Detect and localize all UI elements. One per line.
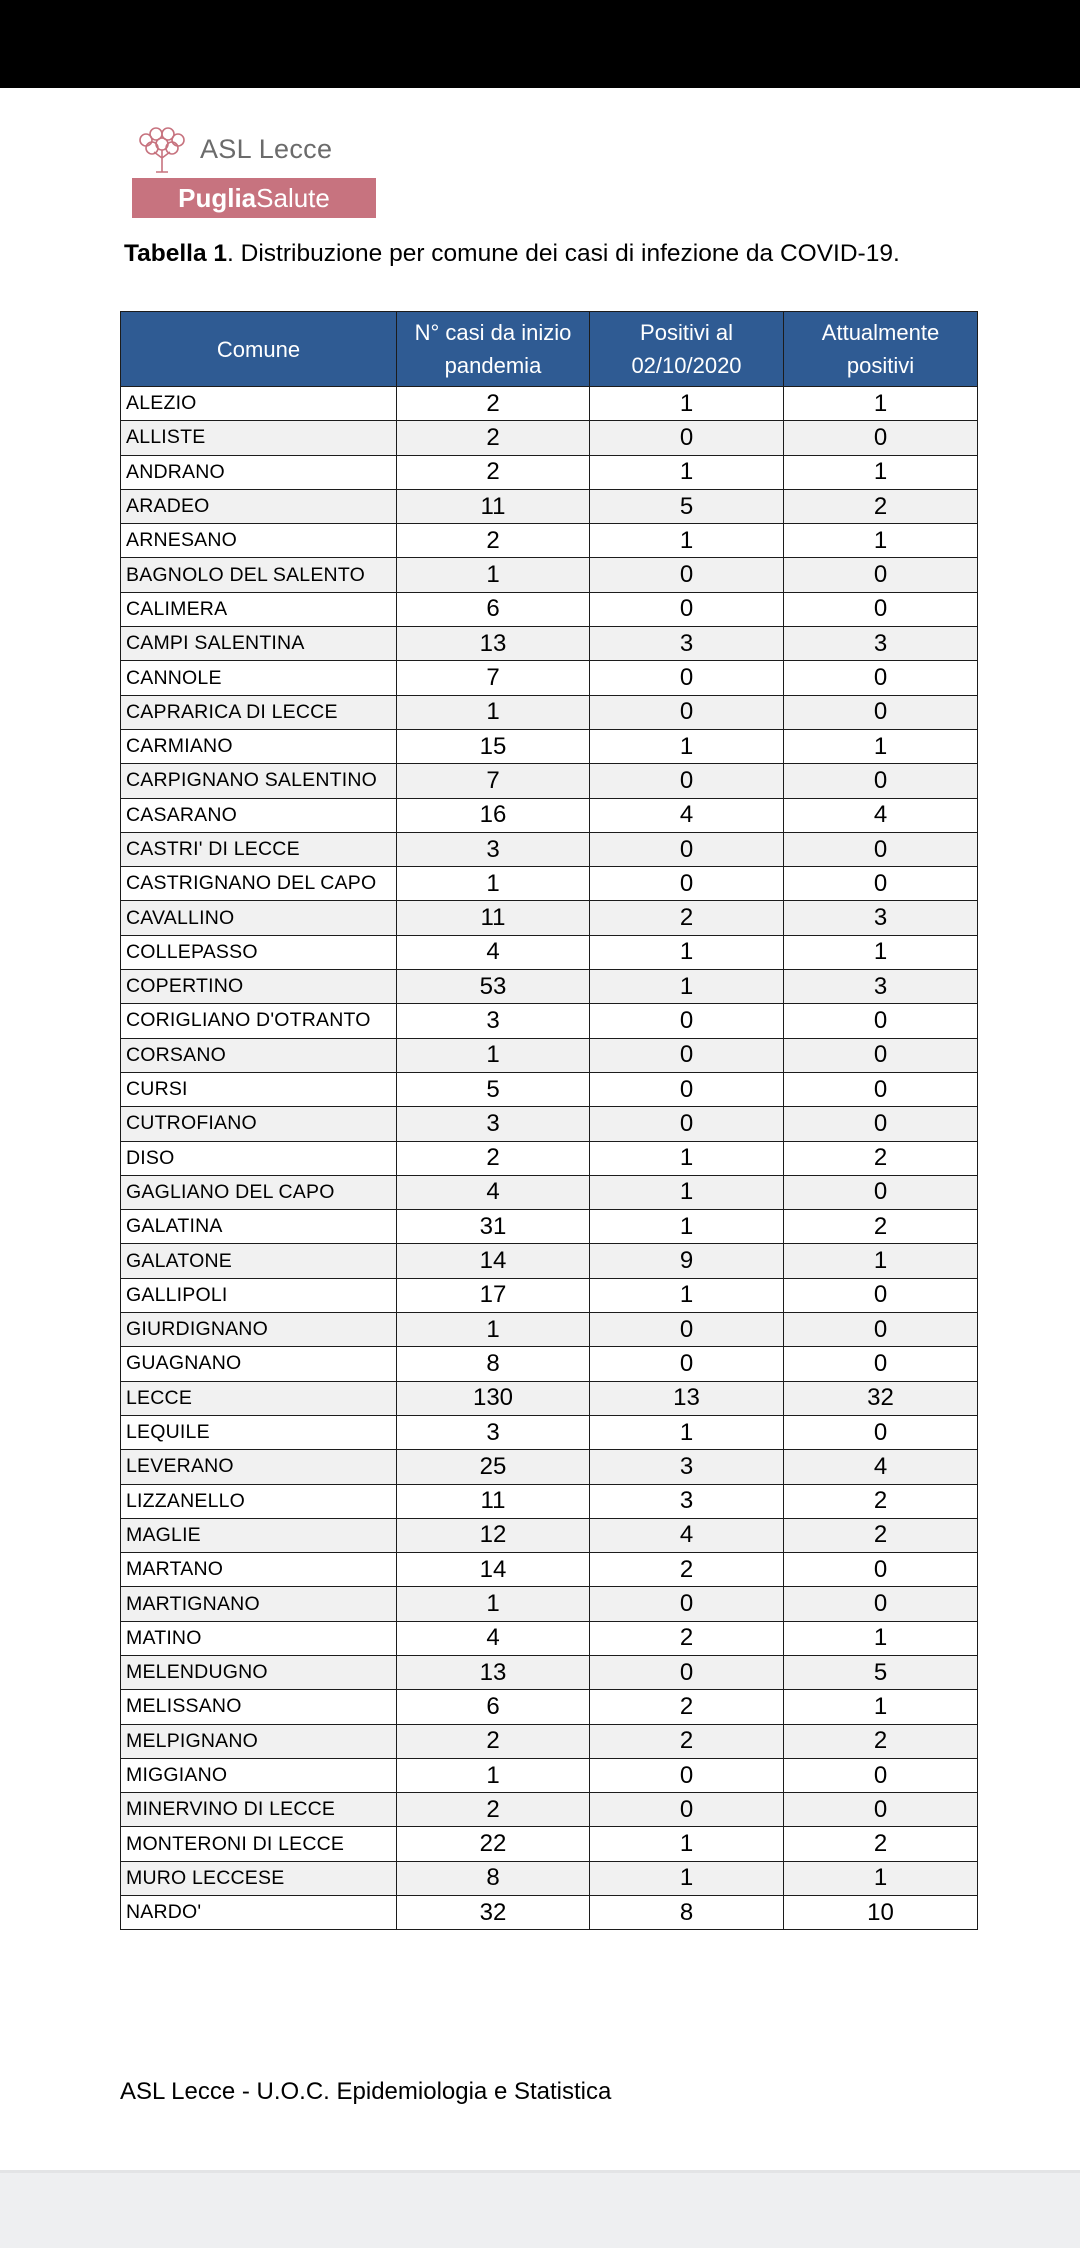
cell-attualmente: 2 bbox=[784, 1484, 978, 1518]
cell-comune: CURSI bbox=[121, 1072, 397, 1106]
cell-casi: 2 bbox=[397, 1724, 590, 1758]
cell-casi: 14 bbox=[397, 1244, 590, 1278]
cell-attualmente: 1 bbox=[784, 524, 978, 558]
cell-casi: 11 bbox=[397, 901, 590, 935]
cell-positivi: 1 bbox=[590, 935, 784, 969]
cell-comune: CUTROFIANO bbox=[121, 1107, 397, 1141]
table-row bbox=[121, 970, 978, 1004]
cell-comune: GALLIPOLI bbox=[121, 1278, 397, 1312]
cell-positivi: 3 bbox=[590, 1484, 784, 1518]
cell-comune: NARDO' bbox=[121, 1896, 397, 1930]
cell-casi: 22 bbox=[397, 1827, 590, 1861]
cell-casi: 130 bbox=[397, 1381, 590, 1415]
cell-attualmente: 1 bbox=[784, 1690, 978, 1724]
cell-attualmente: 2 bbox=[784, 1210, 978, 1244]
cell-attualmente: 3 bbox=[784, 970, 978, 1004]
cell-casi: 11 bbox=[397, 489, 590, 523]
cell-comune: ARNESANO bbox=[121, 524, 397, 558]
table-header-row bbox=[121, 312, 978, 387]
table-caption bbox=[124, 240, 900, 268]
cell-casi: 32 bbox=[397, 1896, 590, 1930]
cell-attualmente: 32 bbox=[784, 1381, 978, 1415]
table-row bbox=[121, 695, 978, 729]
cell-positivi: 8 bbox=[590, 1896, 784, 1930]
cell-attualmente: 1 bbox=[784, 455, 978, 489]
table-row bbox=[121, 1758, 978, 1792]
table-row bbox=[121, 1484, 978, 1518]
cell-attualmente: 0 bbox=[784, 661, 978, 695]
table-row bbox=[121, 489, 978, 523]
cell-attualmente: 4 bbox=[784, 798, 978, 832]
cell-comune: CAPRARICA DI LECCE bbox=[121, 695, 397, 729]
cell-positivi: 1 bbox=[590, 524, 784, 558]
cell-comune: ARADEO bbox=[121, 489, 397, 523]
table-row bbox=[121, 1210, 978, 1244]
cell-positivi: 4 bbox=[590, 1518, 784, 1552]
cell-comune: CALIMERA bbox=[121, 592, 397, 626]
cell-comune: CASARANO bbox=[121, 798, 397, 832]
table-row bbox=[121, 1861, 978, 1895]
cell-positivi: 2 bbox=[590, 901, 784, 935]
table-row bbox=[121, 1107, 978, 1141]
cell-comune: MELISSANO bbox=[121, 1690, 397, 1724]
cell-positivi: 0 bbox=[590, 661, 784, 695]
asl-logo bbox=[128, 124, 378, 219]
cell-casi: 8 bbox=[397, 1347, 590, 1381]
cell-attualmente: 0 bbox=[784, 1415, 978, 1449]
cell-casi: 7 bbox=[397, 661, 590, 695]
cell-comune: LIZZANELLO bbox=[121, 1484, 397, 1518]
cell-positivi: 0 bbox=[590, 1072, 784, 1106]
cell-comune: LECCE bbox=[121, 1381, 397, 1415]
table-row bbox=[121, 1724, 978, 1758]
cell-comune: MARTIGNANO bbox=[121, 1587, 397, 1621]
cell-casi: 15 bbox=[397, 729, 590, 763]
cell-casi: 2 bbox=[397, 524, 590, 558]
logo-text: ASL Lecce bbox=[200, 134, 333, 164]
cell-attualmente: 0 bbox=[784, 1175, 978, 1209]
logo-band-text bbox=[132, 178, 376, 218]
cell-comune: MONTERONI DI LECCE bbox=[121, 1827, 397, 1861]
cell-casi: 14 bbox=[397, 1553, 590, 1587]
cell-casi: 2 bbox=[397, 1141, 590, 1175]
table-row bbox=[121, 1827, 978, 1861]
cell-attualmente: 0 bbox=[784, 695, 978, 729]
cell-positivi: 0 bbox=[590, 1587, 784, 1621]
cell-casi: 1 bbox=[397, 695, 590, 729]
table-row bbox=[121, 524, 978, 558]
cell-comune: ALEZIO bbox=[121, 387, 397, 421]
cell-casi: 8 bbox=[397, 1861, 590, 1895]
cell-casi: 13 bbox=[397, 1655, 590, 1689]
cell-casi: 1 bbox=[397, 1587, 590, 1621]
caption-text: . Distribuzione per comune dei casi di infezione da COVID-19. bbox=[227, 240, 900, 267]
table-row bbox=[121, 832, 978, 866]
cell-attualmente: 2 bbox=[784, 1518, 978, 1552]
cell-attualmente: 1 bbox=[784, 1621, 978, 1655]
cell-positivi: 9 bbox=[590, 1244, 784, 1278]
column-header-attualmente: Attualmente positivi bbox=[784, 312, 978, 387]
cell-attualmente: 0 bbox=[784, 1347, 978, 1381]
table-row bbox=[121, 1141, 978, 1175]
cell-casi: 4 bbox=[397, 1621, 590, 1655]
cell-comune: GALATINA bbox=[121, 1210, 397, 1244]
cell-attualmente: 0 bbox=[784, 1313, 978, 1347]
cell-comune: MARTANO bbox=[121, 1553, 397, 1587]
cell-positivi: 4 bbox=[590, 798, 784, 832]
table-row bbox=[121, 1518, 978, 1552]
cell-attualmente: 0 bbox=[784, 764, 978, 798]
table-row bbox=[121, 1587, 978, 1621]
cell-attualmente: 0 bbox=[784, 1553, 978, 1587]
cell-attualmente: 0 bbox=[784, 1587, 978, 1621]
cell-positivi: 0 bbox=[590, 1107, 784, 1141]
cell-comune: MELPIGNANO bbox=[121, 1724, 397, 1758]
table-row bbox=[121, 935, 978, 969]
cell-attualmente: 0 bbox=[784, 592, 978, 626]
cell-comune: LEQUILE bbox=[121, 1415, 397, 1449]
logo-band bbox=[132, 178, 376, 218]
caption-label: Tabella 1 bbox=[124, 240, 228, 267]
cell-positivi: 1 bbox=[590, 455, 784, 489]
cell-casi: 5 bbox=[397, 1072, 590, 1106]
cell-attualmente: 3 bbox=[784, 627, 978, 661]
table-row bbox=[121, 1793, 978, 1827]
cell-casi: 2 bbox=[397, 387, 590, 421]
cell-casi: 13 bbox=[397, 627, 590, 661]
cell-comune: GALATONE bbox=[121, 1244, 397, 1278]
cell-attualmente: 2 bbox=[784, 1724, 978, 1758]
cell-comune: CASTRI' DI LECCE bbox=[121, 832, 397, 866]
cell-comune: GAGLIANO DEL CAPO bbox=[121, 1175, 397, 1209]
cell-positivi: 3 bbox=[590, 1450, 784, 1484]
cell-positivi: 0 bbox=[590, 1655, 784, 1689]
cell-comune: ALLISTE bbox=[121, 421, 397, 455]
cell-attualmente: 1 bbox=[784, 935, 978, 969]
cell-positivi: 13 bbox=[590, 1381, 784, 1415]
table-row bbox=[121, 387, 978, 421]
table-row bbox=[121, 1450, 978, 1484]
cell-positivi: 1 bbox=[590, 1141, 784, 1175]
cell-comune: MATINO bbox=[121, 1621, 397, 1655]
cell-positivi: 0 bbox=[590, 695, 784, 729]
cell-attualmente: 10 bbox=[784, 1896, 978, 1930]
cell-positivi: 1 bbox=[590, 1861, 784, 1895]
cell-comune: MAGLIE bbox=[121, 1518, 397, 1552]
cell-positivi: 0 bbox=[590, 764, 784, 798]
cell-casi: 6 bbox=[397, 592, 590, 626]
cell-attualmente: 0 bbox=[784, 1107, 978, 1141]
cell-attualmente: 0 bbox=[784, 1793, 978, 1827]
cell-positivi: 1 bbox=[590, 1278, 784, 1312]
cell-positivi: 1 bbox=[590, 387, 784, 421]
cell-positivi: 0 bbox=[590, 1038, 784, 1072]
cell-comune: CARPIGNANO SALENTINO bbox=[121, 764, 397, 798]
column-header-positivi: Positivi al 02/10/2020 bbox=[590, 312, 784, 387]
cell-comune: COLLEPASSO bbox=[121, 935, 397, 969]
cell-casi: 11 bbox=[397, 1484, 590, 1518]
cell-comune: CORSANO bbox=[121, 1038, 397, 1072]
cell-positivi: 2 bbox=[590, 1724, 784, 1758]
cell-comune: MIGGIANO bbox=[121, 1758, 397, 1792]
column-header-casi: N° casi da inizio pandemia bbox=[397, 312, 590, 387]
table-row bbox=[121, 1313, 978, 1347]
cell-positivi: 2 bbox=[590, 1621, 784, 1655]
cell-comune: GIURDIGNANO bbox=[121, 1313, 397, 1347]
cell-positivi: 0 bbox=[590, 1347, 784, 1381]
cell-casi: 4 bbox=[397, 1175, 590, 1209]
table-row bbox=[121, 764, 978, 798]
cell-positivi: 1 bbox=[590, 1827, 784, 1861]
cell-attualmente: 0 bbox=[784, 832, 978, 866]
bottom-bar bbox=[0, 2170, 1080, 2248]
cell-attualmente: 5 bbox=[784, 1655, 978, 1689]
table-row bbox=[121, 901, 978, 935]
table-row bbox=[121, 729, 978, 763]
cell-attualmente: 0 bbox=[784, 1004, 978, 1038]
cell-casi: 4 bbox=[397, 935, 590, 969]
column-header-comune: Comune bbox=[121, 312, 397, 387]
cell-casi: 53 bbox=[397, 970, 590, 1004]
cell-comune: CORIGLIANO D'OTRANTO bbox=[121, 1004, 397, 1038]
cell-positivi: 0 bbox=[590, 1004, 784, 1038]
logo-band-strong: Puglia bbox=[178, 183, 257, 213]
cell-positivi: 1 bbox=[590, 970, 784, 1004]
cell-positivi: 0 bbox=[590, 558, 784, 592]
cell-casi: 2 bbox=[397, 421, 590, 455]
cell-attualmente: 1 bbox=[784, 387, 978, 421]
cell-attualmente: 4 bbox=[784, 1450, 978, 1484]
cell-positivi: 2 bbox=[590, 1690, 784, 1724]
cell-positivi: 1 bbox=[590, 1210, 784, 1244]
cell-attualmente: 0 bbox=[784, 558, 978, 592]
status-bar bbox=[0, 0, 1080, 88]
cell-casi: 3 bbox=[397, 832, 590, 866]
table-row bbox=[121, 1553, 978, 1587]
cell-attualmente: 1 bbox=[784, 1244, 978, 1278]
cell-casi: 17 bbox=[397, 1278, 590, 1312]
cell-comune: MELENDUGNO bbox=[121, 1655, 397, 1689]
cell-positivi: 5 bbox=[590, 489, 784, 523]
cell-casi: 1 bbox=[397, 1758, 590, 1792]
table-row bbox=[121, 1621, 978, 1655]
table-row bbox=[121, 1415, 978, 1449]
cell-casi: 1 bbox=[397, 1313, 590, 1347]
cell-comune: MINERVINO DI LECCE bbox=[121, 1793, 397, 1827]
cell-attualmente: 1 bbox=[784, 1861, 978, 1895]
cell-casi: 3 bbox=[397, 1107, 590, 1141]
cell-casi: 1 bbox=[397, 1038, 590, 1072]
covid-table bbox=[120, 311, 978, 1930]
logo-top bbox=[128, 124, 378, 176]
cell-positivi: 2 bbox=[590, 1553, 784, 1587]
cell-casi: 16 bbox=[397, 798, 590, 832]
cell-positivi: 1 bbox=[590, 1415, 784, 1449]
table-row bbox=[121, 1347, 978, 1381]
cell-casi: 1 bbox=[397, 867, 590, 901]
cell-casi: 2 bbox=[397, 1793, 590, 1827]
cell-comune: CASTRIGNANO DEL CAPO bbox=[121, 867, 397, 901]
table-row bbox=[121, 1896, 978, 1930]
cell-positivi: 0 bbox=[590, 592, 784, 626]
cell-attualmente: 0 bbox=[784, 1758, 978, 1792]
cell-positivi: 0 bbox=[590, 1313, 784, 1347]
table-row bbox=[121, 661, 978, 695]
cell-comune: CAMPI SALENTINA bbox=[121, 627, 397, 661]
table-row bbox=[121, 455, 978, 489]
table-row bbox=[121, 1690, 978, 1724]
table-row bbox=[121, 592, 978, 626]
cell-casi: 6 bbox=[397, 1690, 590, 1724]
cell-positivi: 1 bbox=[590, 1175, 784, 1209]
cell-attualmente: 0 bbox=[784, 867, 978, 901]
cell-comune: CARMIANO bbox=[121, 729, 397, 763]
cell-positivi: 0 bbox=[590, 867, 784, 901]
table-row bbox=[121, 1004, 978, 1038]
cell-attualmente: 0 bbox=[784, 421, 978, 455]
cell-comune: MURO LECCESE bbox=[121, 1861, 397, 1895]
cell-attualmente: 0 bbox=[784, 1278, 978, 1312]
table-row bbox=[121, 1278, 978, 1312]
cell-comune: LEVERANO bbox=[121, 1450, 397, 1484]
table-row bbox=[121, 798, 978, 832]
cell-positivi: 0 bbox=[590, 421, 784, 455]
cell-casi: 2 bbox=[397, 455, 590, 489]
cell-casi: 12 bbox=[397, 1518, 590, 1552]
cell-attualmente: 2 bbox=[784, 1141, 978, 1175]
cell-casi: 3 bbox=[397, 1004, 590, 1038]
footer-text: ASL Lecce - U.O.C. Epidemiologia e Statistica bbox=[120, 2078, 612, 2105]
cell-attualmente: 3 bbox=[784, 901, 978, 935]
cell-positivi: 0 bbox=[590, 1793, 784, 1827]
cell-casi: 7 bbox=[397, 764, 590, 798]
table-row bbox=[121, 1072, 978, 1106]
cell-casi: 31 bbox=[397, 1210, 590, 1244]
cell-positivi: 0 bbox=[590, 1758, 784, 1792]
cell-attualmente: 2 bbox=[784, 489, 978, 523]
cell-positivi: 1 bbox=[590, 729, 784, 763]
cell-attualmente: 2 bbox=[784, 1827, 978, 1861]
cell-attualmente: 0 bbox=[784, 1038, 978, 1072]
table-row bbox=[121, 1038, 978, 1072]
cell-positivi: 3 bbox=[590, 627, 784, 661]
logo-band-rest: Salute bbox=[256, 183, 330, 213]
cell-attualmente: 0 bbox=[784, 1072, 978, 1106]
cell-comune: CAVALLINO bbox=[121, 901, 397, 935]
cell-positivi: 0 bbox=[590, 832, 784, 866]
table-row bbox=[121, 558, 978, 592]
table-row bbox=[121, 867, 978, 901]
table-row bbox=[121, 421, 978, 455]
cell-comune: CANNOLE bbox=[121, 661, 397, 695]
cell-casi: 25 bbox=[397, 1450, 590, 1484]
cell-comune: COPERTINO bbox=[121, 970, 397, 1004]
cell-comune: BAGNOLO DEL SALENTO bbox=[121, 558, 397, 592]
cell-comune: GUAGNANO bbox=[121, 1347, 397, 1381]
table-row bbox=[121, 627, 978, 661]
cell-casi: 3 bbox=[397, 1415, 590, 1449]
cell-attualmente: 1 bbox=[784, 729, 978, 763]
cell-comune: ANDRANO bbox=[121, 455, 397, 489]
table-row bbox=[121, 1244, 978, 1278]
cell-casi: 1 bbox=[397, 558, 590, 592]
table-row bbox=[121, 1175, 978, 1209]
tree-logo-icon bbox=[132, 126, 192, 174]
table-body bbox=[121, 387, 978, 1930]
cell-comune: DISO bbox=[121, 1141, 397, 1175]
table-row bbox=[121, 1381, 978, 1415]
table-row bbox=[121, 1655, 978, 1689]
